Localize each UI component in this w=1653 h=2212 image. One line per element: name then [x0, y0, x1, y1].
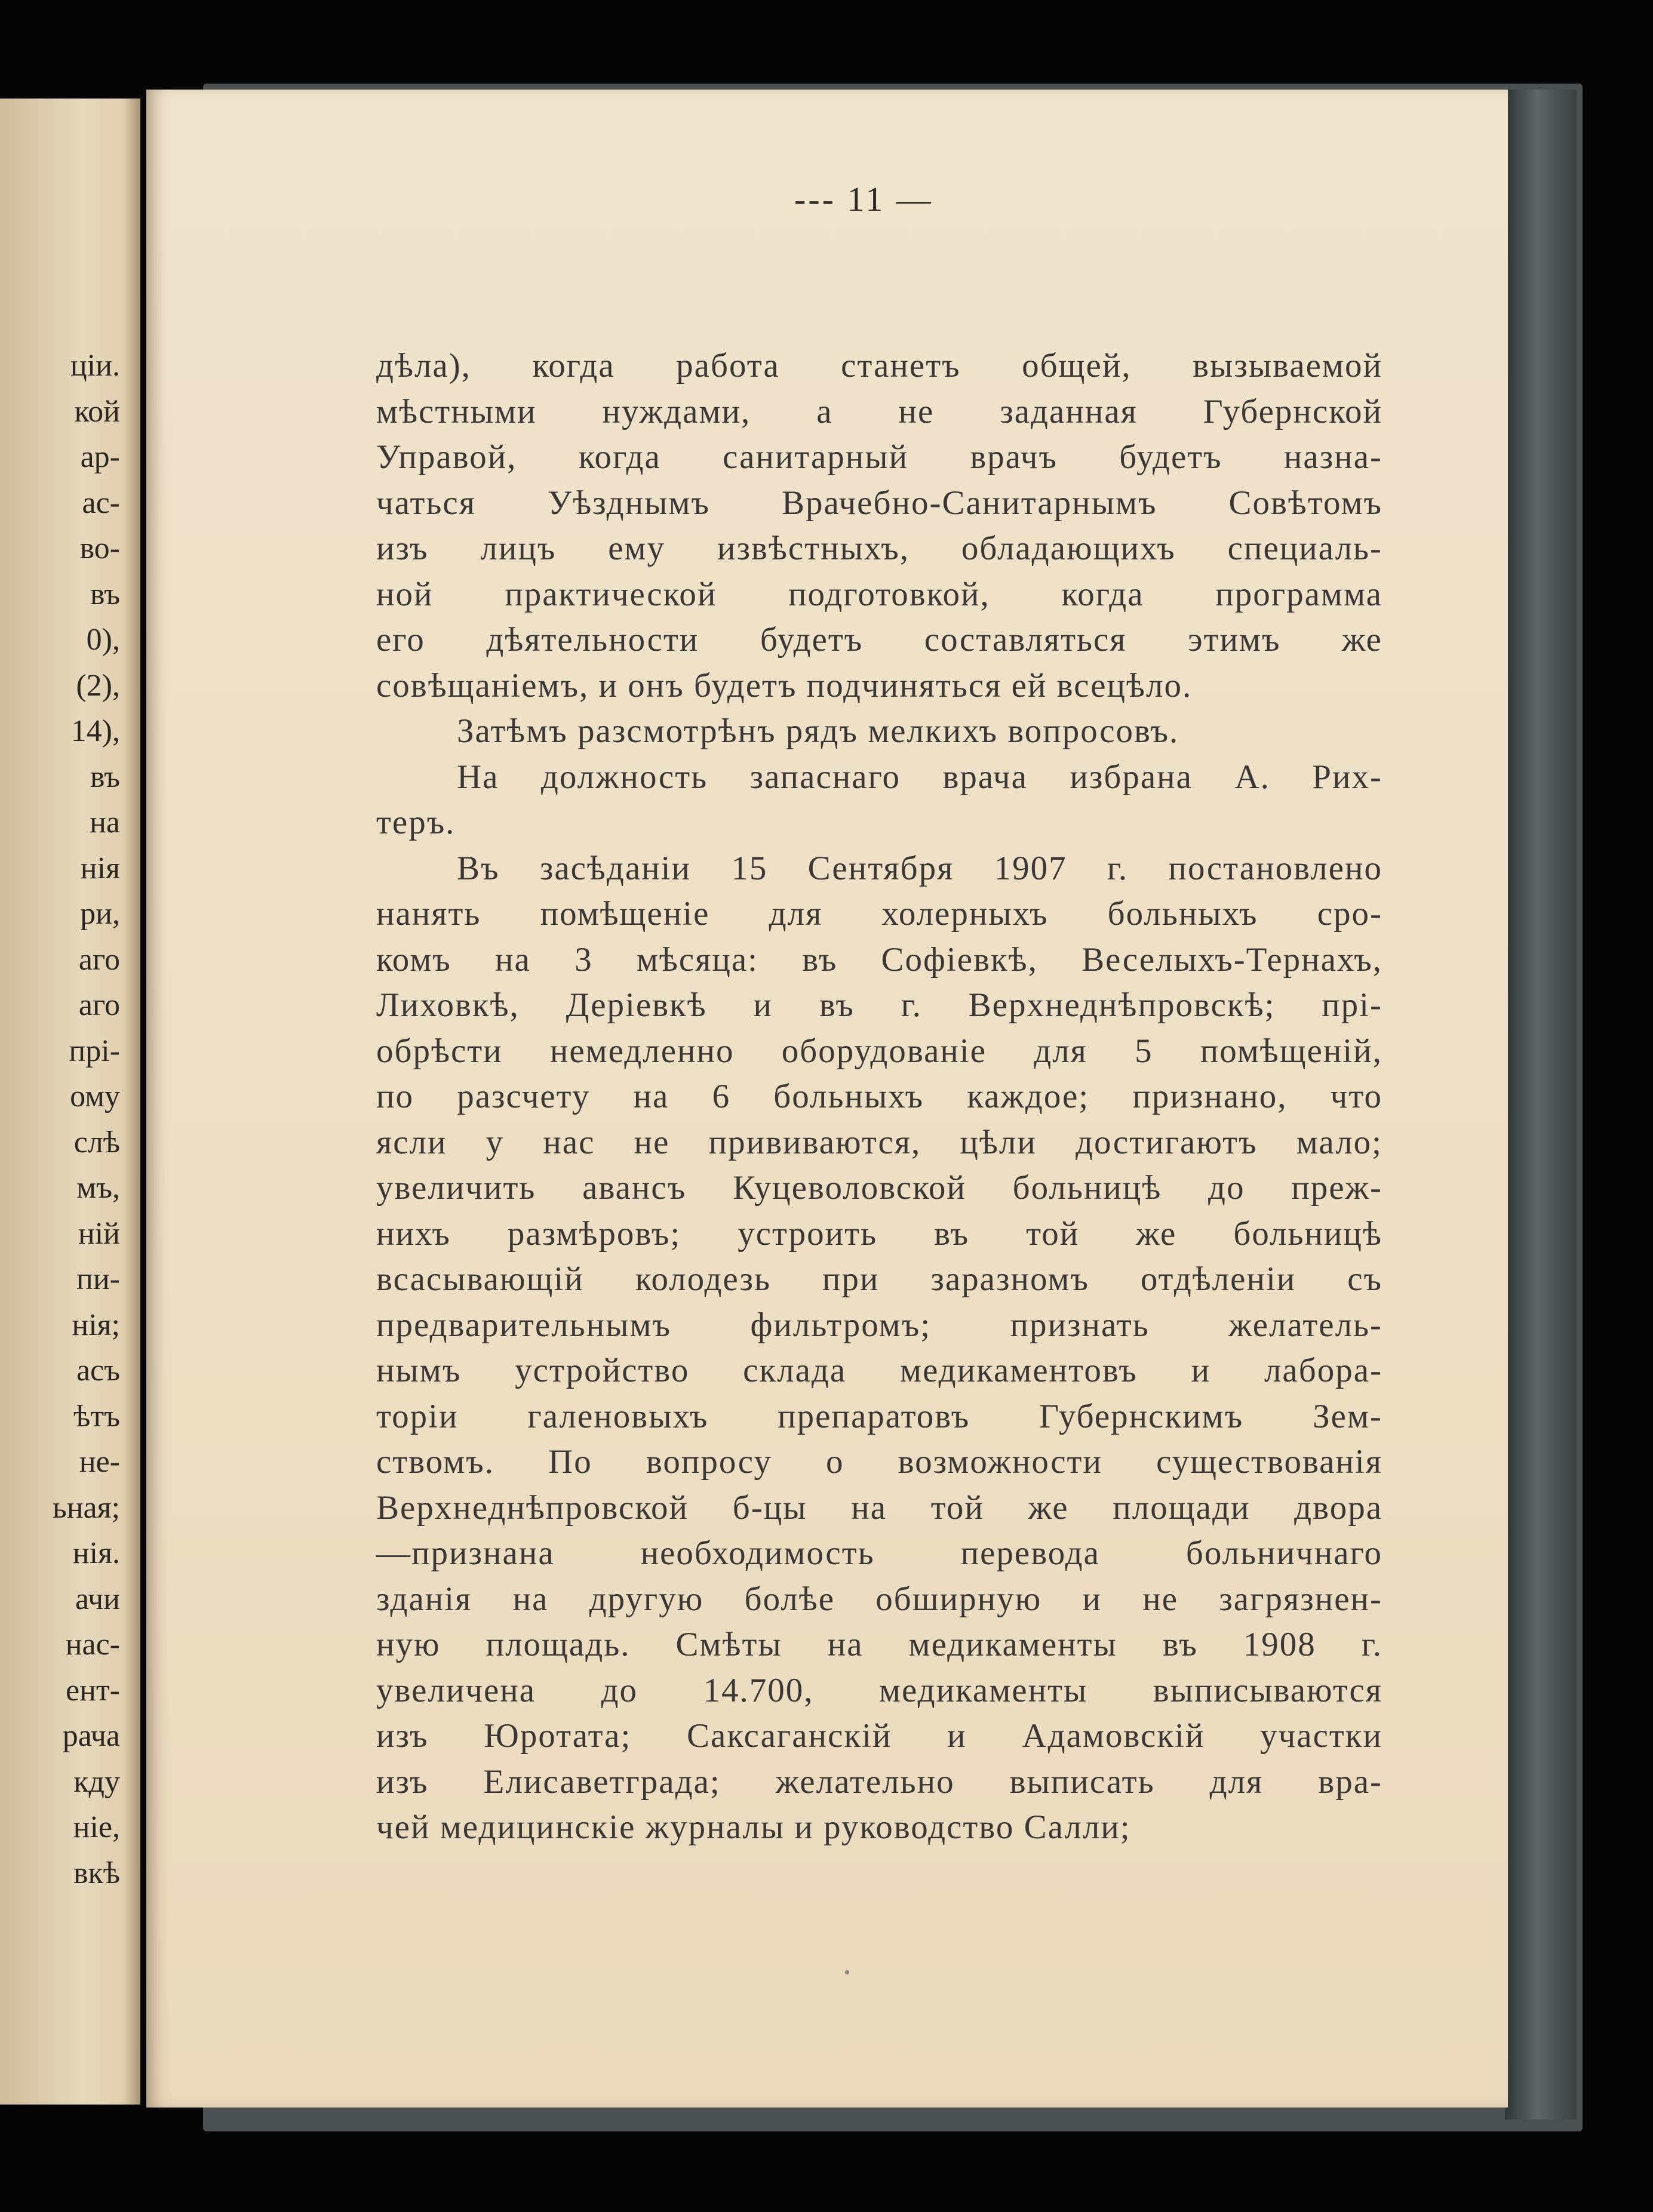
left-page-line-fragment: ціи. [70, 349, 120, 383]
left-page-line-fragment: 0), [86, 623, 120, 657]
text-line: Лиховкѣ, Деріевкѣ и въ г. Верхнеднѣпровскѣ; прі- [376, 986, 1382, 1024]
left-page-line-fragment: нія. [72, 1536, 120, 1570]
left-page-line-fragment: на [90, 805, 120, 839]
left-page-gutter-shadow [124, 99, 140, 2105]
text-line: дѣла), когда работа станетъ общей, вызываемой [376, 347, 1382, 384]
text-line: изъ лицъ ему извѣстныхъ, обладающихъ специаль- [376, 530, 1382, 567]
text-line: —признана необходимость перевода больничнаго [376, 1534, 1382, 1572]
text-line: ствомъ. По вопросу о возможности существованія [376, 1443, 1382, 1481]
left-page-line-fragment: ас- [82, 485, 120, 520]
left-page-line-fragment: нія; [72, 1307, 120, 1342]
text-line: теръ. [376, 804, 456, 841]
left-page-line-fragment: ѣтъ [73, 1399, 120, 1433]
left-page-line-fragment: ніе, [73, 1810, 120, 1844]
text-line: изъ Юротата; Саксаганскій и Адамовскій участки [376, 1717, 1382, 1755]
text-line: Управой, когда санитарный врачъ будетъ назна- [376, 438, 1382, 476]
left-page-line-fragment: ар- [80, 440, 120, 474]
left-page-line-fragment: кой [74, 394, 120, 429]
paper-speck [845, 1970, 849, 1974]
left-page-line-fragment: пи- [76, 1262, 120, 1296]
left-page-line-fragment: нас- [65, 1628, 120, 1662]
left-page-line-fragment: ачи [75, 1582, 120, 1616]
text-line: по разсчету на 6 больныхъ каждое; признано, что [376, 1078, 1382, 1115]
text-line: Въ засѣданіи 15 Сентября 1907 г. постановлено [457, 849, 1382, 887]
text-line: Верхнеднѣпровской б-цы на той же площади двора [376, 1488, 1382, 1527]
text-line: его дѣятельности будетъ составляться этимъ же [376, 621, 1382, 659]
text-line: обрѣсти немедленно оборудованіе для 5 помѣщеній, [376, 1032, 1382, 1070]
left-page-line-fragment: рача [62, 1719, 120, 1753]
left-page [0, 99, 140, 2105]
left-page-line-fragment: во- [79, 531, 120, 565]
book-spine [1505, 90, 1577, 2119]
text-line: нымъ устройство склада медикаментовъ и лабора- [376, 1352, 1382, 1389]
text-line: чаться Уѣзднымъ Врачебно-Санитарнымъ Совѣтомъ [376, 484, 1382, 522]
left-page-line-fragment: аго [78, 942, 120, 977]
text-line: комъ на 3 мѣсяца: въ Софіевкѣ, Веселыхъ-Тернахъ, [376, 940, 1382, 979]
text-line: чей медицинскіе журналы и руководство Салли; [376, 1808, 1131, 1846]
text-line: увеличена до 14.700, медикаменты выписываются [376, 1671, 1382, 1709]
right-page [146, 90, 1508, 2108]
left-page-line-fragment: ому [70, 1079, 120, 1113]
page-body-text [376, 343, 1382, 1851]
left-page-line-fragment: ент- [66, 1673, 120, 1708]
text-line: увеличить авансъ Куцеволовской больницѣ до преж- [376, 1169, 1382, 1207]
text-line: ной практической подготовкой, когда программа [376, 575, 1382, 613]
left-page-line-fragment: ній [78, 1216, 120, 1251]
text-line: изъ Елисаветграда; желательно выписать для вра- [376, 1762, 1382, 1801]
left-page-line-fragment: мъ, [76, 1171, 120, 1205]
left-page-line-fragment: нія [80, 851, 120, 885]
left-page-line-fragment: аго [78, 988, 120, 1022]
text-line: нанять помѣщеніе для холерныхъ больныхъ сро- [376, 895, 1382, 933]
text-line: совѣщаніемъ, и онъ будетъ подчиняться ей всецѣло. [376, 666, 1193, 704]
text-line: ясли у нас не прививаются, цѣли достигаютъ мало; [376, 1123, 1382, 1161]
left-page-line-fragment: не- [79, 1445, 120, 1479]
left-page-line-fragment: вкѣ [73, 1856, 120, 1890]
left-page-line-fragment: асъ [76, 1353, 120, 1388]
text-line: На должность запаснаго врача избрана А. Рих- [457, 758, 1382, 796]
left-page-line-fragment: слѣ [73, 1125, 120, 1159]
text-line: торіи галеновыхъ препаратовъ Губернскимъ Зем- [376, 1397, 1382, 1435]
left-page-line-fragment: кду [73, 1764, 120, 1799]
left-page-line-fragment: въ [90, 759, 120, 794]
text-line: мѣстными нуждами, а не заданная Губернской [376, 392, 1382, 430]
left-page-line-fragment: 14), [70, 714, 120, 748]
left-page-line-fragment: въ [90, 577, 120, 611]
text-line: нихъ размѣровъ; устроить въ той же больницѣ [376, 1214, 1382, 1253]
left-page-line-fragment: ьная; [53, 1490, 120, 1525]
left-page-line-fragment: (2), [76, 668, 120, 703]
paragraph [376, 709, 1382, 755]
paragraph [376, 755, 1382, 846]
text-line: всасывающій колодезь при заразномъ отдѣленіи съ [376, 1260, 1382, 1298]
paragraph [376, 846, 1382, 1851]
left-page-line-fragment: прі- [69, 1033, 120, 1068]
text-line: зданія на другую болѣе обширную и не загрязнен- [376, 1580, 1382, 1618]
text-line: предварительнымъ фильтромъ; признать желатель- [376, 1306, 1382, 1344]
paragraph [376, 343, 1382, 709]
page-number: --- 11 — [794, 180, 933, 219]
left-page-line-fragment: ри, [80, 897, 120, 931]
text-line: Затѣмъ разсмотрѣнъ рядъ мелкихъ вопросовъ. [457, 712, 1179, 750]
text-line: ную площадь. Смѣты на медикаменты въ 1908 г. [376, 1626, 1382, 1663]
